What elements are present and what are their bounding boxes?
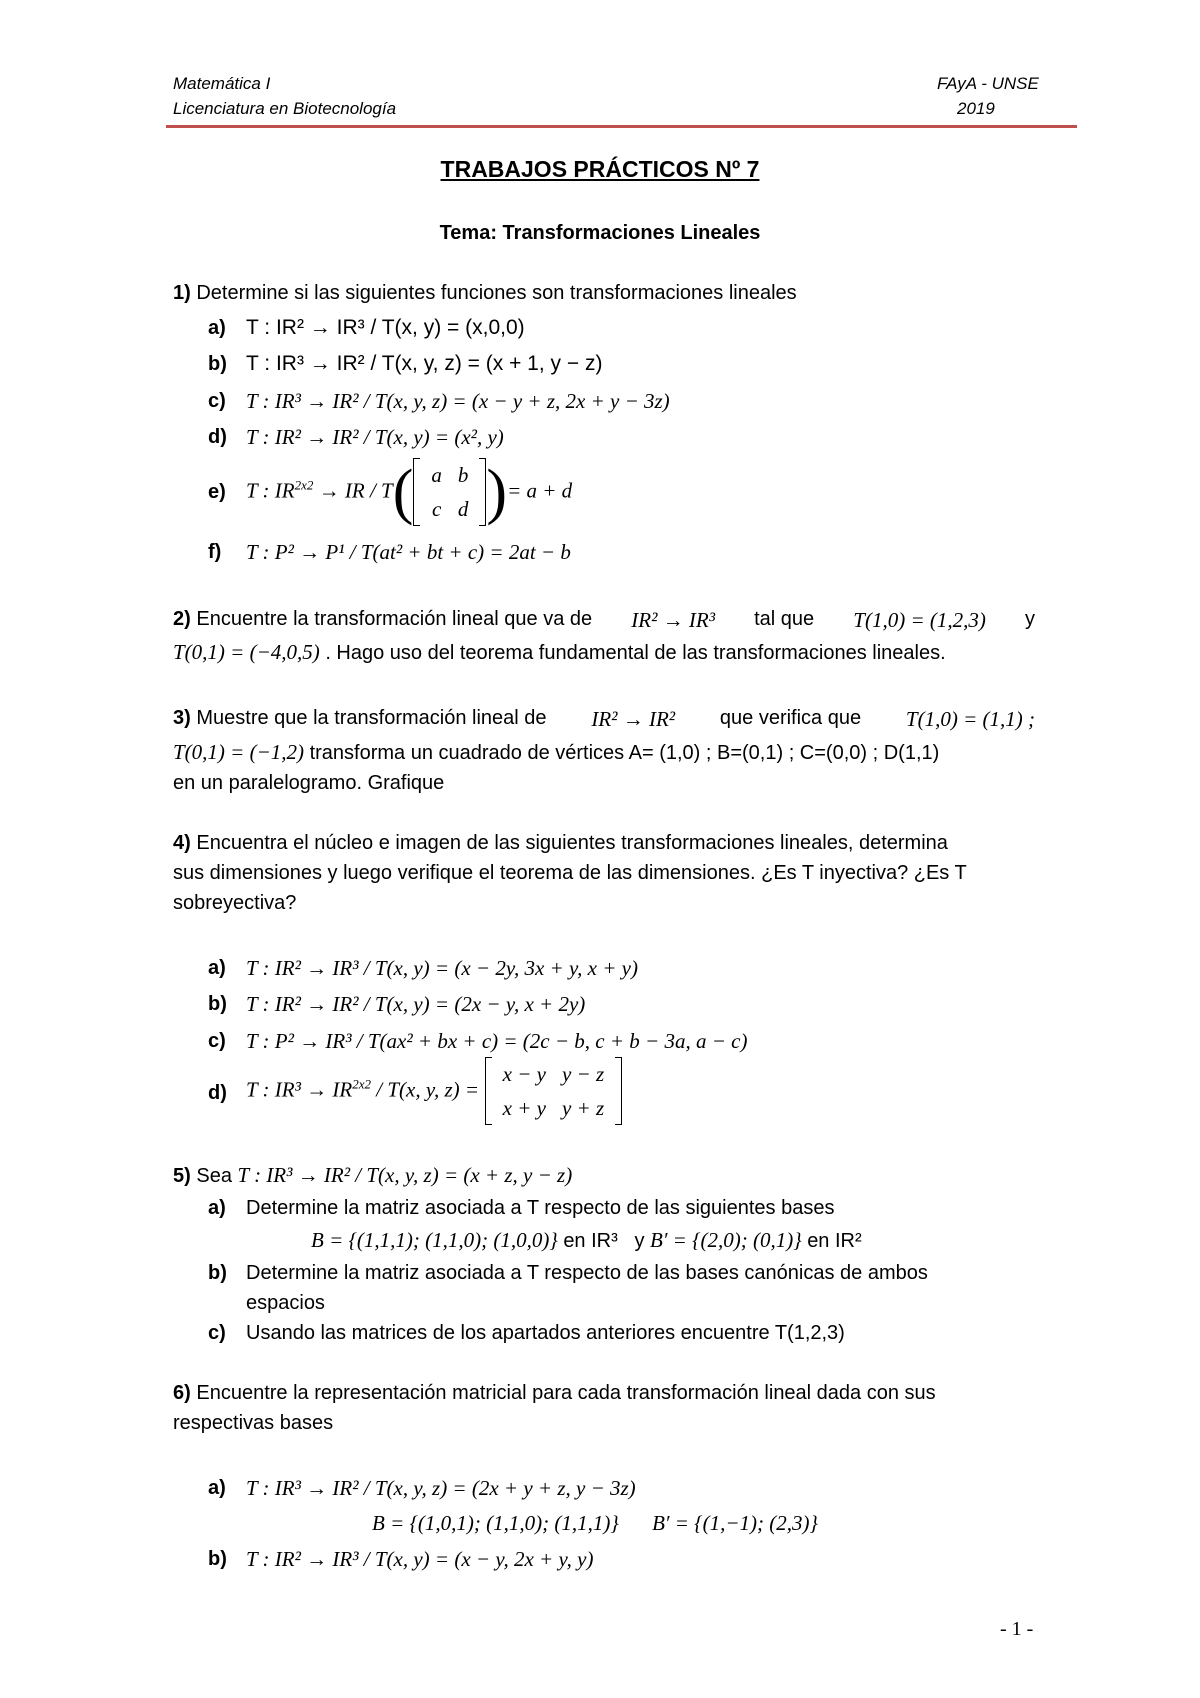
item-label: b)	[208, 1262, 227, 1284]
exercise-text: tal que	[754, 608, 815, 630]
item-label: a)	[208, 1197, 226, 1219]
expr-part: = a + d	[507, 478, 573, 503]
exercise-4-line-2: sus dimensiones y luego verifique el teorema de las dimensiones. ¿Es T inyectiva? ¿Es T	[173, 862, 967, 884]
exercise-text: Determine si las siguientes funciones son transformaciones lineales	[196, 282, 797, 304]
item-label: c)	[208, 390, 226, 412]
item-label: b)	[208, 353, 227, 375]
expr-superscript: 2x2	[294, 477, 314, 493]
exercise-text: Muestre que la transformación lineal de	[196, 707, 547, 729]
exercise-3-line-3: en un paralelogramo. Grafique	[173, 772, 445, 794]
item-expression-matrix	[246, 1057, 622, 1125]
exercise-5-statement	[173, 1163, 572, 1188]
math-expression: T : IR³ → IR² / T(x, y, z) = (x + z, y − z)	[237, 1163, 573, 1187]
exercise-text: Sea	[196, 1165, 232, 1187]
exercise-3-line-2	[173, 740, 939, 765]
header-rule	[166, 125, 1077, 128]
math-expression: T(0,1) = (−1,2)	[173, 740, 304, 764]
exercise-number: 1)	[173, 282, 191, 304]
matrix-cell: b	[457, 463, 469, 487]
bases-text: en IR²	[807, 1230, 862, 1252]
header-year: 2019	[957, 99, 995, 118]
item-text: espacios	[246, 1292, 325, 1314]
item-label: a)	[208, 1477, 226, 1499]
matrix-left-bracket	[485, 1057, 492, 1125]
exercise-3-line-1	[173, 707, 1035, 732]
matrix	[413, 458, 486, 526]
item-expression: T : IR² → IR³ / T(x, y) = (x − 2y, 3x + y, x + y)	[246, 956, 638, 980]
exercise-number: 4)	[173, 832, 191, 854]
matrix-cell: x + y	[502, 1096, 546, 1120]
bases-text: en IR³	[563, 1230, 618, 1252]
exercise-1-statement	[173, 282, 797, 305]
matrix-cell: x − y	[502, 1062, 546, 1086]
math-expression: T(1,0) = (1,1) ;	[905, 707, 1035, 731]
item-label: c)	[208, 1030, 226, 1052]
bases-line	[311, 1228, 862, 1253]
exercise-text: transforma un cuadrado de vértices A= (1,0) ; B=(0,1) ; C=(0,0) ; D(1,1)	[309, 742, 940, 764]
exercise-4-line-1	[173, 832, 948, 855]
right-paren: )	[486, 458, 508, 526]
item-expression: T : IR² → IR³ / T(x, y) = (x,0,0)	[246, 316, 525, 339]
page-subtitle: Tema: Transformaciones Lineales	[439, 222, 761, 244]
matrix-cell: a	[431, 463, 442, 487]
item-text-justified	[246, 1262, 1035, 1285]
matrix	[485, 1057, 622, 1125]
basis-B-prime: B′ = {(1,−1); (2,3)}	[652, 1511, 818, 1535]
exercise-6-line-2: respectivas bases	[173, 1412, 334, 1434]
expr-part: / T(x, y, z) =	[371, 1077, 480, 1102]
left-paren: (	[392, 458, 414, 526]
item-expression: T : IR² → IR² / T(x, y) = (x², y)	[246, 425, 504, 449]
item-expression: T : IR³ → IR² / T(x, y, z) = (x − y + z, 2x + y − 3z)	[246, 389, 670, 413]
expr-part: T : IR³ → IR	[246, 1077, 353, 1102]
matrix-left-bracket	[413, 458, 420, 526]
exercise-2-line-2	[173, 640, 946, 665]
exercise-4-line-3: sobreyectiva?	[173, 892, 297, 914]
exercise-text: y	[1024, 608, 1035, 630]
matrix-right-bracket	[479, 458, 486, 526]
matrix-right-bracket	[615, 1057, 622, 1125]
page-title: TRABAJOS PRÁCTICOS Nº 7	[440, 156, 760, 182]
item-label: d)	[208, 1082, 227, 1104]
bases-text: y	[634, 1230, 645, 1252]
item-expression: T : IR² → IR³ / T(x, y) = (x − y, 2x + y, y)	[246, 1547, 594, 1571]
item-expression: T : IR² → IR² / T(x, y) = (2x − y, x + 2y)	[246, 992, 586, 1016]
exercise-number: 2)	[173, 608, 191, 630]
matrix-cell: c	[431, 497, 442, 521]
item-label: b)	[208, 1548, 227, 1570]
exercise-number: 5)	[173, 1165, 191, 1187]
item-expression: T : P² → P¹ / T(at² + bt + c) = 2at − b	[246, 540, 571, 564]
exercise-text: . Hago uso del teorema fundamental de las transformaciones lineales.	[325, 642, 946, 664]
item-label: d)	[208, 426, 227, 448]
exercise-text: Encuentre la representación matricial para cada transformación lineal dada con sus	[196, 1382, 936, 1404]
exercise-text: Encuentre la transformación lineal que va de	[196, 608, 593, 630]
math-expression: T(0,1) = (−4,0,5)	[173, 640, 320, 664]
exercise-text: que verifica que	[719, 707, 862, 729]
item-label: a)	[208, 957, 226, 979]
header-institution: FAyA - UNSE	[937, 74, 1039, 93]
bases-line	[372, 1511, 818, 1536]
item-expression: T : P² → IR³ / T(ax² + bx + c) = (2c − b, c + b − 3a, a − c)	[246, 1029, 748, 1053]
math-expression: T(1,0) = (1,2,3)	[853, 608, 986, 632]
item-label: e)	[208, 481, 226, 503]
item-expression: T : IR³ → IR² / T(x, y, z) = (x + 1, y − z)	[246, 352, 603, 375]
page-number: - 1 -	[1000, 1618, 1034, 1640]
item-expression: T : IR³ → IR² / T(x, y, z) = (2x + y + z, y − 3z)	[246, 1476, 636, 1500]
exercise-2-line-1	[173, 608, 1035, 633]
basis-B: B = {(1,0,1); (1,1,0); (1,1,1)}	[372, 1511, 619, 1535]
expr-part: T : IR	[246, 478, 295, 503]
math-expression: IR² → IR³	[631, 608, 715, 632]
matrix-cell: d	[457, 497, 469, 521]
item-text: Determine la matriz asociada a T respecto de las bases canónicas de ambos	[246, 1262, 928, 1284]
header-program: Licenciatura en Biotecnología	[173, 99, 397, 118]
item-text: Usando las matrices de los apartados anteriores encuentre T(1,2,3)	[246, 1322, 845, 1344]
exercise-number: 6)	[173, 1382, 191, 1404]
matrix-cell: y − z	[561, 1062, 605, 1086]
basis-B: B = {(1,1,1); (1,1,0); (1,0,0)}	[311, 1228, 558, 1252]
exercise-text: Encuentra el núcleo e imagen de las siguientes transformaciones lineales, determina	[196, 832, 948, 854]
exercise-number: 3)	[173, 707, 191, 729]
item-expression-matrix	[246, 458, 572, 526]
basis-B-prime: B′ = {(2,0); (0,1)}	[650, 1228, 802, 1252]
matrix-cell: y + z	[561, 1096, 605, 1120]
exercise-6-line-1	[173, 1382, 936, 1405]
header-course: Matemática I	[173, 74, 271, 93]
item-label: c)	[208, 1322, 226, 1344]
item-label: b)	[208, 993, 227, 1015]
expr-superscript: 2x2	[352, 1076, 372, 1092]
math-expression: IR² → IR²	[591, 707, 676, 731]
item-text: Determine la matriz asociada a T respecto de las siguientes bases	[246, 1197, 835, 1219]
item-label: a)	[208, 317, 226, 339]
expr-part: → IR / T	[313, 478, 393, 503]
item-label: f)	[208, 541, 222, 563]
